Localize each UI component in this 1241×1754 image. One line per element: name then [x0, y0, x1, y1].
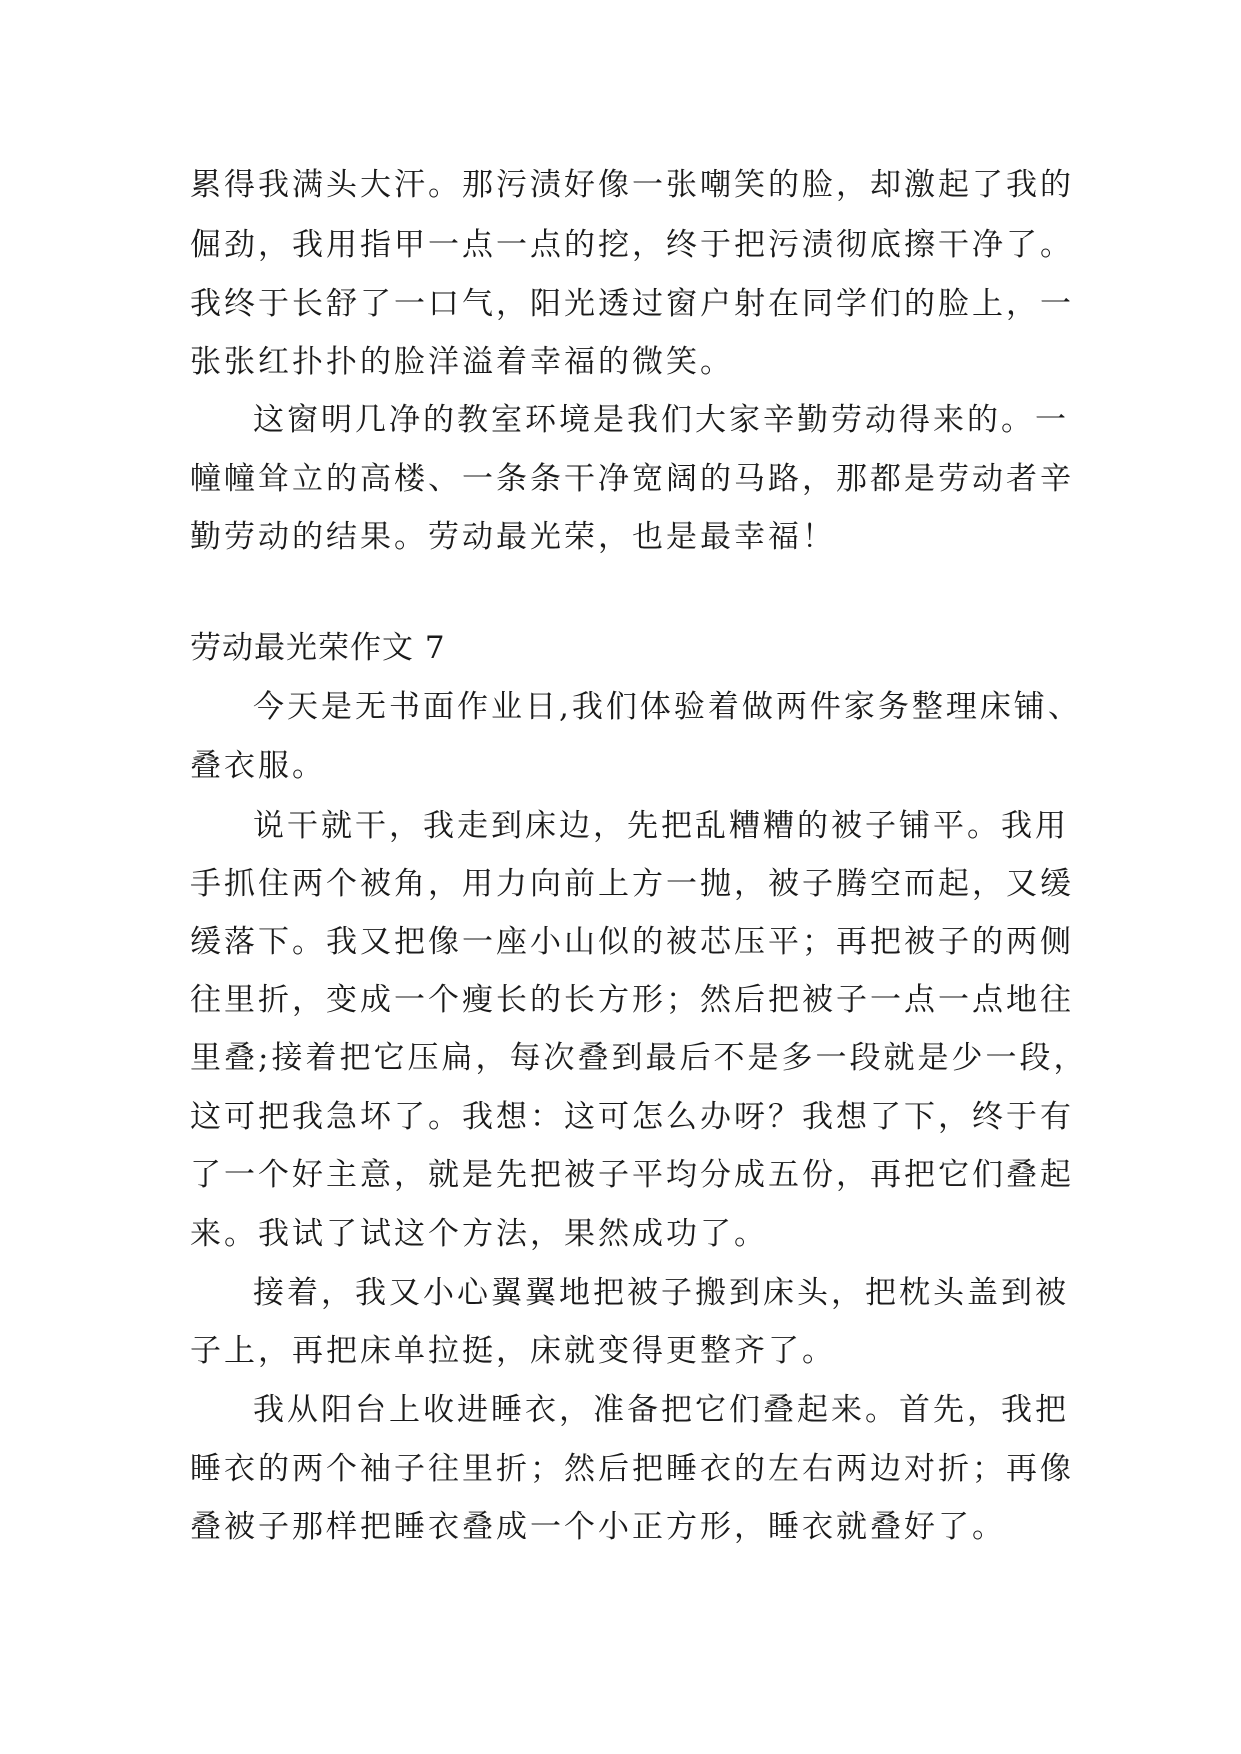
text-line: 勤劳动的结果。劳动最光荣，也是最幸福！ [190, 519, 836, 555]
text-line: 了一个好主意，就是先把被子平均分成五份，再把它们叠起 [190, 1157, 1074, 1193]
text-line: 里叠;接着把它压扁，每次叠到最后不是多一段就是少一段， [190, 1040, 1088, 1076]
paragraph-start-line: 接着，我又小心翼翼地把被子搬到床头，把枕头盖到被 [253, 1275, 1069, 1311]
section-heading: 劳动最光荣作文 7 [190, 630, 446, 666]
text-line: 倔劲，我用指甲一点一点的挖，终于把污渍彻底擦干净了。 [190, 227, 1074, 263]
text-line: 叠被子那样把睡衣叠成一个小正方形，睡衣就叠好了。 [190, 1509, 1006, 1545]
paragraph-start-line: 说干就干，我走到床边，先把乱糟糟的被子铺平。我用 [253, 808, 1069, 844]
text-line: 来。我试了试这个方法，果然成功了。 [190, 1216, 768, 1252]
text-line: 叠衣服。 [190, 748, 326, 784]
text-line: 缓落下。我又把像一座小山似的被芯压平；再把被子的两侧 [190, 924, 1074, 960]
text-line: 这可把我急坏了。我想：这可怎么办呀？我想了下，终于有 [190, 1099, 1074, 1135]
text-line: 子上，再把床单拉挺，床就变得更整齐了。 [190, 1333, 836, 1369]
paragraph-start-line: 我从阳台上收进睡衣，准备把它们叠起来。首先，我把 [253, 1392, 1069, 1428]
text-line: 张张红扑扑的脸洋溢着幸福的微笑。 [190, 344, 734, 380]
paragraph-start-line: 这窗明几净的教室环境是我们大家辛勤劳动得来的。一 [253, 402, 1069, 438]
text-line: 睡衣的两个袖子往里折；然后把睡衣的左右两边对折；再像 [190, 1451, 1074, 1487]
text-line: 手抓住两个被角，用力向前上方一抛，被子腾空而起，又缓 [190, 866, 1074, 902]
paragraph-start-line: 今天是无书面作业日,我们体验着做两件家务整理床铺、 [253, 689, 1082, 725]
text-line: 累得我满头大汗。那污渍好像一张嘲笑的脸，却激起了我的 [190, 167, 1074, 203]
text-line: 幢幢耸立的高楼、一条条干净宽阔的马路，那都是劳动者辛 [190, 461, 1074, 497]
text-line: 我终于长舒了一口气，阳光透过窗户射在同学们的脸上，一 [190, 286, 1074, 322]
text-line: 往里折，变成一个瘦长的长方形；然后把被子一点一点地往 [190, 982, 1074, 1018]
